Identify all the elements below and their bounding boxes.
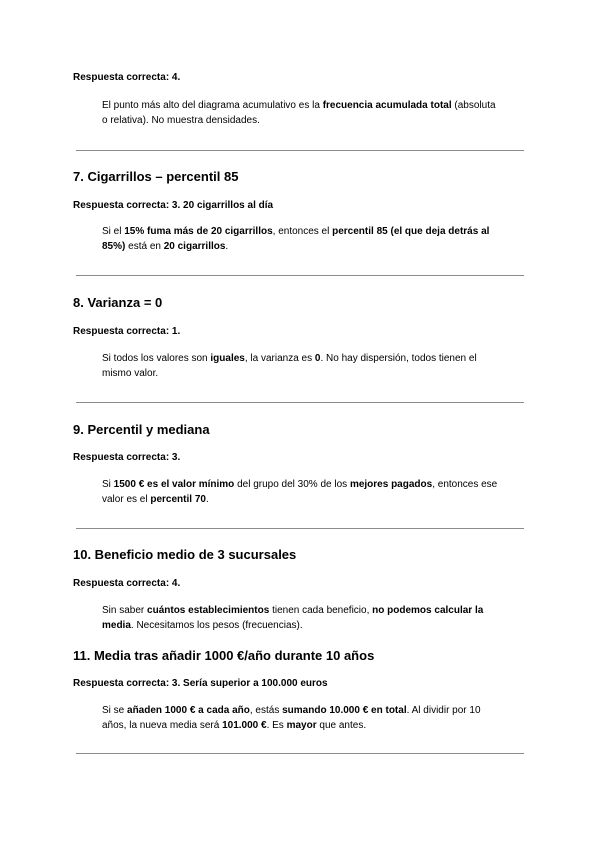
question-10-title: 10. Beneficio medio de 3 sucursales (73, 547, 297, 562)
divider (76, 275, 524, 276)
answer-q7: Respuesta correcta: 3. 20 cigarrillos al día (73, 200, 274, 211)
divider (76, 528, 524, 529)
explanation-q11: Si se añaden 1000 € a cada año, estás sumando 10.000 € en total. Al dividir por 10 años, la nueva media será 101.000 €. Es mayor que antes. (102, 705, 481, 731)
answer-q6: Respuesta correcta: 4. (73, 72, 181, 83)
explanation-q9: Si 1500 € es el valor mínimo del grupo del 30% de los mejores pagados, entonces ese valor es el percentil 70. (102, 479, 498, 505)
answer-q9: Respuesta correcta: 3. (73, 452, 181, 463)
explanation-q6: El punto más alto del diagrama acumulativo es la frecuencia acumulada total (absoluta o relativa). No muestra densidades. (102, 100, 496, 126)
question-7-title: 7. Cigarrillos – percentil 85 (73, 169, 239, 184)
question-9-title: 9. Percentil y mediana (73, 422, 210, 437)
answer-q11: Respuesta correcta: 3. Sería superior a 100.000 euros (73, 678, 328, 689)
explanation-q8: Si todos los valores son iguales, la varianza es 0. No hay dispersión, todos tienen el mismo valor. (102, 353, 477, 379)
question-8-title: 8. Varianza = 0 (73, 295, 163, 310)
answer-q8: Respuesta correcta: 1. (73, 326, 181, 337)
divider (76, 402, 524, 403)
divider (76, 753, 524, 754)
question-11-title: 11. Media tras añadir 1000 €/año durante 10 años (73, 648, 375, 663)
explanation-q7: Si el 15% fuma más de 20 cigarrillos, entonces el percentil 85 (el que deja detrás al 85%) está en 20 cigarrillos. (102, 226, 490, 252)
answer-q10: Respuesta correcta: 4. (73, 578, 181, 589)
divider (76, 150, 524, 151)
explanation-q10: Sin saber cuántos establecimientos tienen cada beneficio, no podemos calcular la media. Necesitamos los pesos (frecuencias). (102, 605, 484, 631)
